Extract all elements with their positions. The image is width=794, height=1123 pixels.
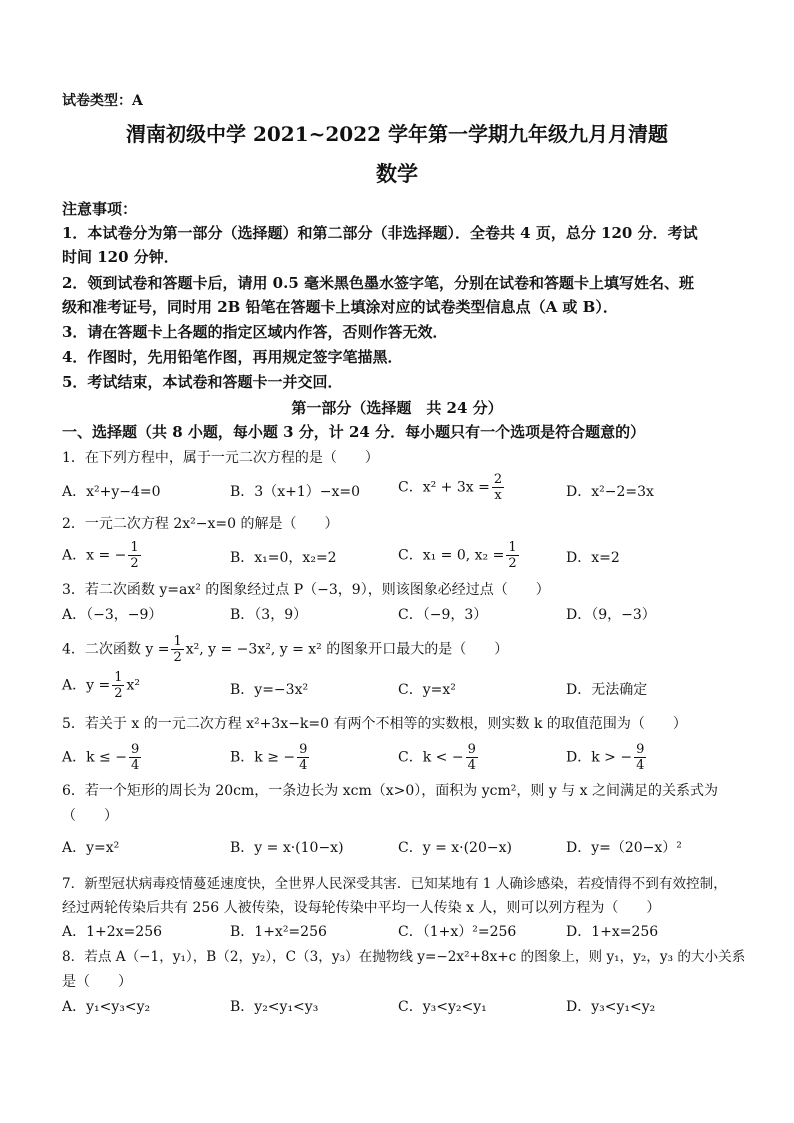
denominator: 2 (508, 556, 517, 571)
note-line: 级和准考证号，同时用 2B 铅笔在答题卡上填涂对应的试卷类型信息点（A 或 B）． (62, 298, 618, 316)
fraction (634, 742, 646, 773)
question-4-options (62, 670, 742, 714)
option-a: A．y₁<y₃<y₂ (62, 999, 151, 1015)
question-3-stem: 3．若二次函数 y=ax² 的图象经过点 P（−3，9），则该图象必经过点（ ） (62, 582, 550, 598)
option-c: C．y = x·(20−x) (398, 840, 512, 856)
note-line: 4．作图时，先用铅笔作图，再用规定签字笔描黑． (62, 348, 403, 366)
part1-heading: 第一部分（选择题 共 24 分） (291, 399, 503, 417)
question-7-options (62, 922, 742, 944)
numerator: 9 (299, 742, 308, 757)
fraction (466, 742, 478, 773)
question-8-options (62, 997, 742, 1019)
option-b: B．y = x·(10−x) (230, 840, 344, 856)
question-7-stem-cont: 经过两轮传染后共有 256 人被传染，设每轮传染中平均一人传染 x 人，则可以列方程为（ ） (62, 900, 661, 916)
subject-title: 数学 (376, 161, 418, 186)
question-5-stem: 5．若关于 x 的一元二次方程 x²+3x−k=0 有两个不相等的实数根，则实数 k 的取值范围为（ ） (62, 716, 687, 732)
option-c (398, 742, 480, 773)
question-4-text: 4．二次函数 y = (62, 641, 170, 658)
option-c (398, 472, 506, 503)
denominator: 2 (130, 556, 139, 571)
note-line: 3．请在答题卡上各题的指定区域内作答，否则作答无效． (62, 323, 448, 341)
denominator: 4 (467, 758, 476, 773)
numerator: 1 (114, 670, 123, 685)
option-c-text: C．x² + 3x = (398, 479, 490, 496)
option-a: A．x²+y−4=0 (62, 484, 161, 500)
option-a-text: x² (126, 677, 140, 694)
option-b-text: B．k ≥ − (230, 749, 296, 766)
numerator: 2 (493, 472, 503, 487)
option-c: C．y₃<y₂<y₁ (398, 999, 487, 1015)
option-c (398, 540, 521, 571)
fraction (128, 540, 140, 571)
option-a (62, 540, 143, 571)
option-d (566, 742, 648, 773)
question-1-stem: 1．在下列方程中，属于一元二次方程的是（ ） (62, 450, 379, 466)
question-5-options (62, 742, 742, 784)
question-3-options (62, 605, 742, 627)
question-2-stem: 2．一元二次方程 2x²−x=0 的解是（ ） (62, 516, 339, 532)
option-b: B．y₂<y₁<y₃ (230, 999, 319, 1015)
denominator: 2 (173, 650, 182, 665)
question-7-stem: 7．新型冠状病毒疫情蔓延速度快，全世界人民深受其害．已知某地有 1 人确诊感染，若疫情得不到有效控制， (62, 876, 727, 892)
option-d: D．y₃<y₁<y₂ (566, 999, 656, 1015)
option-a (62, 670, 140, 701)
option-d: D．y=（20−x）² (566, 840, 682, 856)
question-6-options (62, 838, 742, 860)
fraction (492, 472, 504, 503)
numerator: 1 (508, 540, 517, 555)
section-heading: 一、选择题（共 8 小题，每小题 3 分，计 24 分．每小题只有一个选项是符合题意的） (62, 423, 646, 441)
option-c-text: C．k < − (398, 749, 464, 766)
option-d: D．无法确定 (566, 682, 648, 698)
question-8-stem: 8．若点 A（−1，y₁），B（2，y₂），C（3，y₃）在抛物线 y=−2x²+8x+c 的图象上，则 y₁，y₂，y₃ 的大小关系 (62, 949, 746, 965)
option-a-text: A．k ≤ − (62, 749, 127, 766)
option-a: A．（−3，−9） (62, 607, 163, 623)
option-c: C．（1+x）²=256 (398, 924, 517, 940)
option-b: B．3（x+1）−x=0 (230, 484, 360, 500)
option-d: D．（9，−3） (566, 607, 656, 623)
question-4-text: x², y = −3x², y = x² 的图象开口最大的是（ ） (185, 641, 509, 658)
note-line: 时间 120 分钟． (62, 248, 179, 266)
option-c-text: C．x₁ = 0, x₂ = (398, 547, 505, 564)
option-a: A．1+2x=256 (62, 924, 163, 940)
note-line: 1．本试卷分为第一部分（选择题）和第二部分（非选择题）．全卷共 4 页，总分 120 分．考试 (62, 224, 698, 242)
option-d: D．1+x=256 (566, 924, 659, 940)
fraction (171, 634, 183, 665)
question-4-stem (62, 634, 508, 665)
option-a (62, 742, 143, 773)
option-b (230, 742, 311, 773)
option-a-text: A．x = − (62, 547, 127, 564)
question-1-options (62, 472, 742, 516)
fraction (112, 670, 124, 701)
notes-heading: 注意事项： (62, 200, 138, 218)
denominator: x (494, 488, 502, 503)
denominator: 4 (299, 758, 308, 773)
paper-type: 试卷类型：A (62, 93, 143, 109)
option-a: A．y=x² (62, 840, 120, 856)
exam-title: 渭南初级中学 2021~2022 学年第一学期九年级九月月清题 (125, 122, 668, 146)
option-b: B．（3，9） (230, 607, 308, 623)
question-2-options (62, 540, 742, 582)
numerator: 1 (130, 540, 139, 555)
denominator: 4 (130, 758, 140, 773)
numerator: 9 (130, 742, 140, 757)
numerator: 1 (173, 634, 182, 649)
fraction (297, 742, 309, 773)
note-line: 5．考试结束，本试卷和答题卡一并交回． (62, 373, 343, 391)
note-line: 2．领到试卷和答题卡后，请用 0.5 毫米黑色墨水签字笔，分别在试卷和答题卡上填写姓名、班 (62, 274, 694, 292)
numerator: 9 (636, 742, 645, 757)
option-c: C．y=x² (398, 682, 456, 698)
numerator: 9 (467, 742, 476, 757)
denominator: 4 (636, 758, 645, 773)
fraction (129, 742, 141, 773)
option-d: D．x²−2=3x (566, 484, 654, 500)
denominator: 2 (114, 686, 123, 701)
question-6-stem-cont: （ ） (62, 808, 118, 824)
fraction (506, 540, 518, 571)
option-c: C．（−9，3） (398, 607, 488, 623)
option-d-text: D．k > − (566, 749, 633, 766)
option-b: B．x₁=0，x₂=2 (230, 550, 337, 566)
option-d: D．x=2 (566, 550, 620, 566)
option-b: B．1+x²=256 (230, 924, 327, 940)
option-b: B．y=−3x² (230, 682, 309, 698)
question-6-stem: 6．若一个矩形的周长为 20cm，一条边长为 xcm（x>0），面积为 ycm²，则 y 与 x 之间满足的关系式为 (62, 783, 718, 799)
option-a-text: A．y = (62, 677, 111, 694)
question-8-stem-cont: 是（ ） (62, 974, 132, 990)
